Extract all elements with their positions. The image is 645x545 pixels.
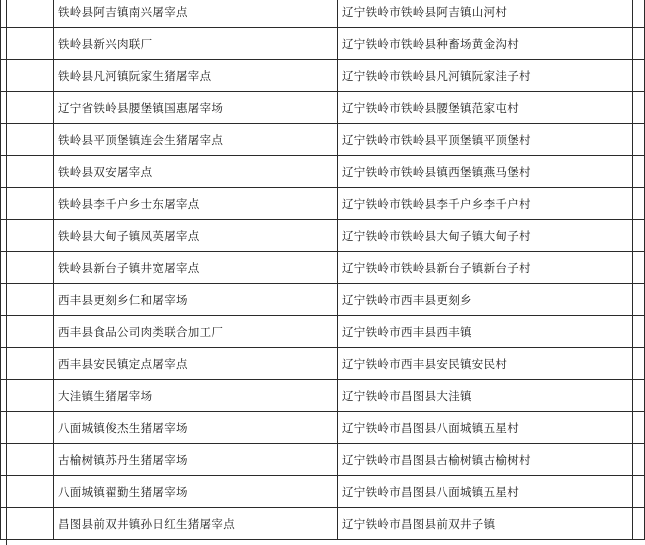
facility-name-cell: 昌图县前双井镇孙日红生猪屠宰点	[54, 508, 338, 540]
table-row	[1, 316, 645, 348]
facility-name-cell: 铁岭县平顶堡镇连会生猪屠宰点	[54, 124, 338, 156]
table-row	[1, 348, 645, 380]
address-cell: 辽宁铁岭市铁岭县平顶堡镇平顶堡村	[338, 124, 633, 156]
facility-name-cell: 西丰县食品公司肉类联合加工厂	[54, 316, 338, 348]
table-row	[1, 412, 645, 444]
address-cell: 辽宁铁岭市昌图县大洼镇	[338, 380, 633, 412]
index-cell	[1, 252, 54, 284]
index-cell	[1, 28, 54, 60]
trailing-cell	[633, 28, 645, 60]
trailing-cell	[633, 124, 645, 156]
table-row	[1, 188, 645, 220]
address-cell: 辽宁铁岭市西丰县西丰镇	[338, 316, 633, 348]
trailing-cell	[633, 252, 645, 284]
index-cell	[1, 188, 54, 220]
table-row	[1, 124, 645, 156]
trailing-cell	[633, 284, 645, 316]
address-cell: 辽宁铁岭市昌图县前双井子镇	[338, 508, 633, 540]
address-cell: 辽宁铁岭市铁岭县腰堡镇范家屯村	[338, 92, 633, 124]
index-cell	[1, 92, 54, 124]
facility-name-cell: 铁岭县李千户乡士东屠宰点	[54, 188, 338, 220]
table-row	[1, 60, 645, 92]
index-cell	[1, 348, 54, 380]
trailing-cell	[633, 156, 645, 188]
facility-name-cell: 八面城镇翟勤生猪屠宰场	[54, 476, 338, 508]
index-cell	[1, 508, 54, 540]
address-cell: 辽宁铁岭市昌图县八面城镇五星村	[338, 412, 633, 444]
facility-name-cell: 铁岭县阿吉镇南兴屠宰点	[54, 0, 338, 28]
table-row	[1, 476, 645, 508]
facility-name-cell: 西丰县安民镇定点屠宰点	[54, 348, 338, 380]
address-cell: 辽宁铁岭市铁岭县镇西堡镇燕马堡村	[338, 156, 633, 188]
address-cell: 辽宁铁岭市铁岭县种畜场黄金沟村	[338, 28, 633, 60]
address-cell: 辽宁铁岭市昌图县八面城镇五星村	[338, 476, 633, 508]
facility-name-cell: 八面城镇俊杰生猪屠宰场	[54, 412, 338, 444]
facility-name-cell: 铁岭县新兴肉联厂	[54, 28, 338, 60]
table-row	[1, 444, 645, 476]
address-cell: 辽宁铁岭市西丰县安民镇安民村	[338, 348, 633, 380]
facility-name-cell: 古榆树镇苏丹生猪屠宰场	[54, 444, 338, 476]
facility-name-cell: 铁岭县双安屠宰点	[54, 156, 338, 188]
table-row	[1, 0, 645, 28]
address-cell: 辽宁铁岭市铁岭县大甸子镇大甸子村	[338, 220, 633, 252]
address-cell: 辽宁铁岭市铁岭县李千户乡李千户村	[338, 188, 633, 220]
index-cell	[1, 444, 54, 476]
address-cell: 辽宁铁岭市昌图县古榆树镇古榆树村	[338, 444, 633, 476]
trailing-cell	[633, 60, 645, 92]
address-cell: 辽宁铁岭市铁岭县凡河镇阮家洼子村	[338, 60, 633, 92]
table-row	[1, 92, 645, 124]
trailing-cell	[633, 508, 645, 540]
index-cell	[1, 156, 54, 188]
index-cell	[1, 124, 54, 156]
trailing-cell	[633, 0, 645, 28]
index-cell	[1, 476, 54, 508]
trailing-cell	[633, 412, 645, 444]
index-cell	[1, 0, 54, 28]
index-cell	[1, 220, 54, 252]
address-cell: 辽宁铁岭市铁岭县阿吉镇山河村	[338, 0, 633, 28]
index-cell	[1, 316, 54, 348]
table-row	[1, 380, 645, 412]
table-row	[1, 28, 645, 60]
facility-name-cell: 西丰县更刻乡仁和屠宰场	[54, 284, 338, 316]
trailing-cell	[633, 476, 645, 508]
facility-name-cell: 辽宁省铁岭县腰堡镇国惠屠宰场	[54, 92, 338, 124]
table-row	[1, 252, 645, 284]
table-row	[1, 284, 645, 316]
index-cell	[1, 380, 54, 412]
facility-name-cell: 大洼镇生猪屠宰场	[54, 380, 338, 412]
index-cell	[1, 412, 54, 444]
facility-name-cell: 铁岭县大甸子镇凤英屠宰点	[54, 220, 338, 252]
facility-name-cell: 铁岭县新台子镇井宽屠宰点	[54, 252, 338, 284]
table-row	[1, 508, 645, 540]
trailing-cell	[633, 348, 645, 380]
index-cell	[1, 60, 54, 92]
address-cell: 辽宁铁岭市铁岭县新台子镇新台子村	[338, 252, 633, 284]
address-cell: 辽宁铁岭市西丰县更刻乡	[338, 284, 633, 316]
table-body	[1, 0, 645, 540]
table-row	[1, 156, 645, 188]
index-cell	[1, 284, 54, 316]
facility-name-cell: 铁岭县凡河镇阮家生猪屠宰点	[54, 60, 338, 92]
trailing-cell	[633, 92, 645, 124]
trailing-cell	[633, 444, 645, 476]
trailing-cell	[633, 220, 645, 252]
trailing-cell	[633, 188, 645, 220]
trailing-cell	[633, 380, 645, 412]
table-row	[1, 220, 645, 252]
trailing-cell	[633, 316, 645, 348]
